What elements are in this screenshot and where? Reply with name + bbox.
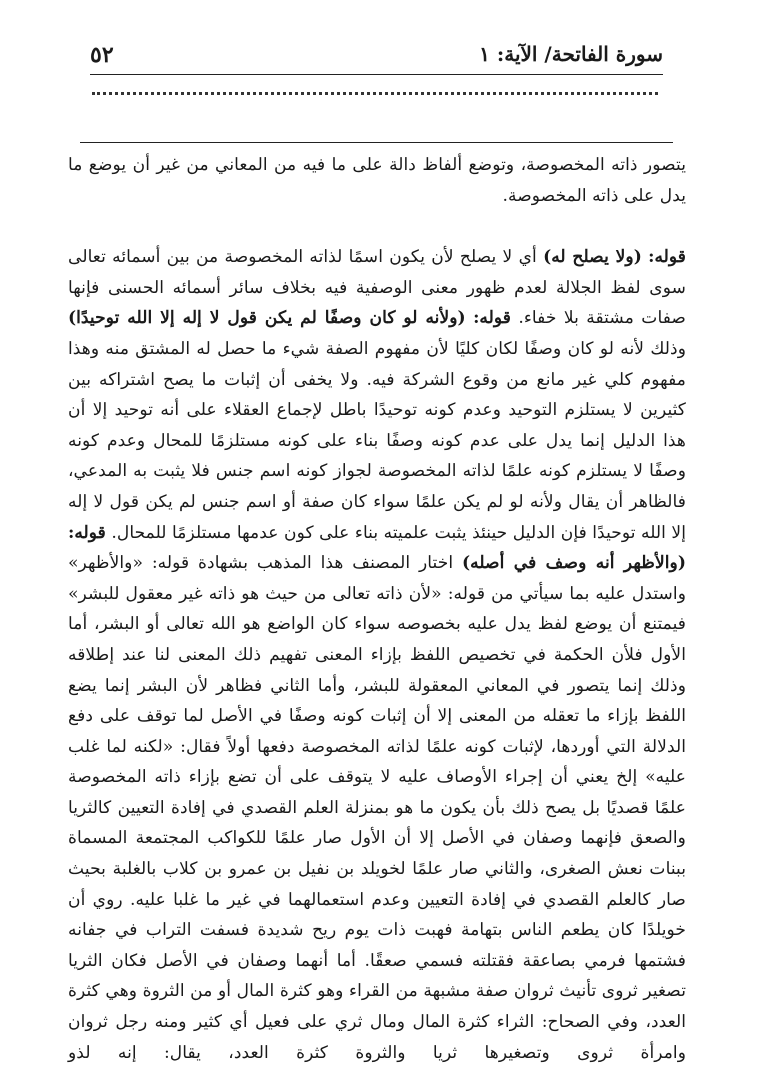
commentary-label-3: قوله: [68, 522, 106, 543]
quoted-text-3: (والأظهر أنه وصف في أصله) [461, 553, 686, 574]
commentary-text-2: وذلك لأنه لو كان وصفًا لكان كليًا لأن مفهوم الصفة شيء ما حصل له المشتق منه وهذا مفهوم كلي غير مانع من وقوع الشركة فيه. ولا يخفى أن إثبات ما يصح اشتراكه بين كثيرين لا يستلزم التوحيد وعدم كونه توحيدًا باطل لإجماع العقلاء على أنه توحيد إلا أن هذا الدليل إنما يدل على عدم كونه وصفًا بناء على كونه مستلزمًا للمحال وعدم كونه وصفًا لا يستلزم كونه علمًا لذاته المخصوصة لجواز كونه اسم جنس فلا يثبت به المدعي، فالظاهر أن يقال ولأنه لو لم يكن علمًا سواء كان صفة أو اسم جنس لم يكن قول لا إله إلا الله توحيدًا فإن الدليل حينئذ يثبت علميته بناء على كون عدمها مستلزمًا للمحال. [68, 338, 687, 543]
page-header [90, 40, 663, 80]
commentary-text-3: اختار المصنف هذا المذهب بشهادة قوله: «والأظهر» واستدل عليه بما سيأتي من قوله: «لأن ذاته تعالى من حيث هو ذاته غير معقول للبشر» فيمتنع أن يوضع لفظ يدل عليه بخصوصه سواء كان الواضع هو الله تعالى أو البشر، أما الأول فلأن الحكمة في تخصيص اللفظ بإزاء المعنى تفهيم ذلك المعنى لنا عند إطلاقه وذلك إنما يتصور في المعاني المعقولة للبشر، وأما الثاني فظاهر لأن البشر إنما يضع اللفظ بإزاء ما تعقله من المعنى إلا أن إثبات كونه وصفًا في الأصل لما توقف على دفع الدلالة التي أوردها، لإثبات كونه علمًا لذاته المخصوصة دفعها أولاً فقال: «لكنه لما غلب عليه» إلخ يعني أن إجراء الأوصاف عليه لا يتوقف على أن تضع بإزاء ذاته المخصوصة علمًا قصديًا بل يصح ذلك بأن يكون ما هو بمنزلة العلم القصدي في إفادة التعيين كالثريا والصعق فإنهما وصفان في الأصل إلا أن الأول صار علمًا للكواكب المجتمعة المسماة ببنات نعش الصغرى، والثاني صار علمًا لخويلد بن نفيل بن عمرو بن كلاب بالغلبة بحيث صار كالعلم القصدي في إفادة التعيين وعدم استعمالهما في غير ما غلبا عليه. روي أن خويلدًا كان يطعم الناس بتهامة فهبت ذات يوم ريح شديدة فسفت التراب في جفانه فشتمها فرمي بصاعقة فقتلته فسمي صعقًا. أما أنهما وصفان في الأصل فكان الثريا تصغير ثروى تأنيث ثروان صفة مشبهة من القراء وهو كثرة المال أو من الثروة وهي كثرة العدد، وفي الصحاح: الثراء كثرة المال ومال ثري على فعيل أي كثير ومنه رجل ثروان وامرأة ثروى وتصغيرها ثريا والثروة كثرة العدد، يقال: إنه لذو [68, 553, 686, 1063]
header-rule [90, 74, 663, 75]
quoted-text-1: (ولا يصلح له) [543, 247, 642, 268]
page-number: ٥٢ [90, 42, 114, 68]
dotted-separator [92, 92, 658, 95]
commentary-label-1: قوله: [648, 247, 686, 268]
paragraph-commentary [68, 242, 686, 1068]
section-rule [80, 142, 673, 143]
running-title: سورة الفاتحة/ الآية: ١ [479, 42, 663, 66]
body-text [68, 150, 686, 1068]
paragraph-1-text: يتصور ذاته المخصوصة، وتوضع ألفاظ دالة على ما فيه من المعاني من غير أن يوضع ما يدل على ذاته المخصوصة. [68, 155, 686, 206]
commentary-text-1: أي لا يصلح لأن يكون اسمًا لذاته المخصوصة من بين أسمائه تعالى سوى لفظ الجلالة لعدم ظهور معنى الوصفية فيه بخلاف سائر أسمائه الحسنى فإنها صفات مشتقة بلا خفاء. [68, 247, 687, 329]
quoted-text-2: (ولأنه لو كان وصفًا لم يكن قول لا إله إلا الله توحيدًا) [68, 308, 466, 329]
commentary-label-2: قوله: [473, 308, 511, 329]
paragraph-continuation [68, 150, 686, 211]
